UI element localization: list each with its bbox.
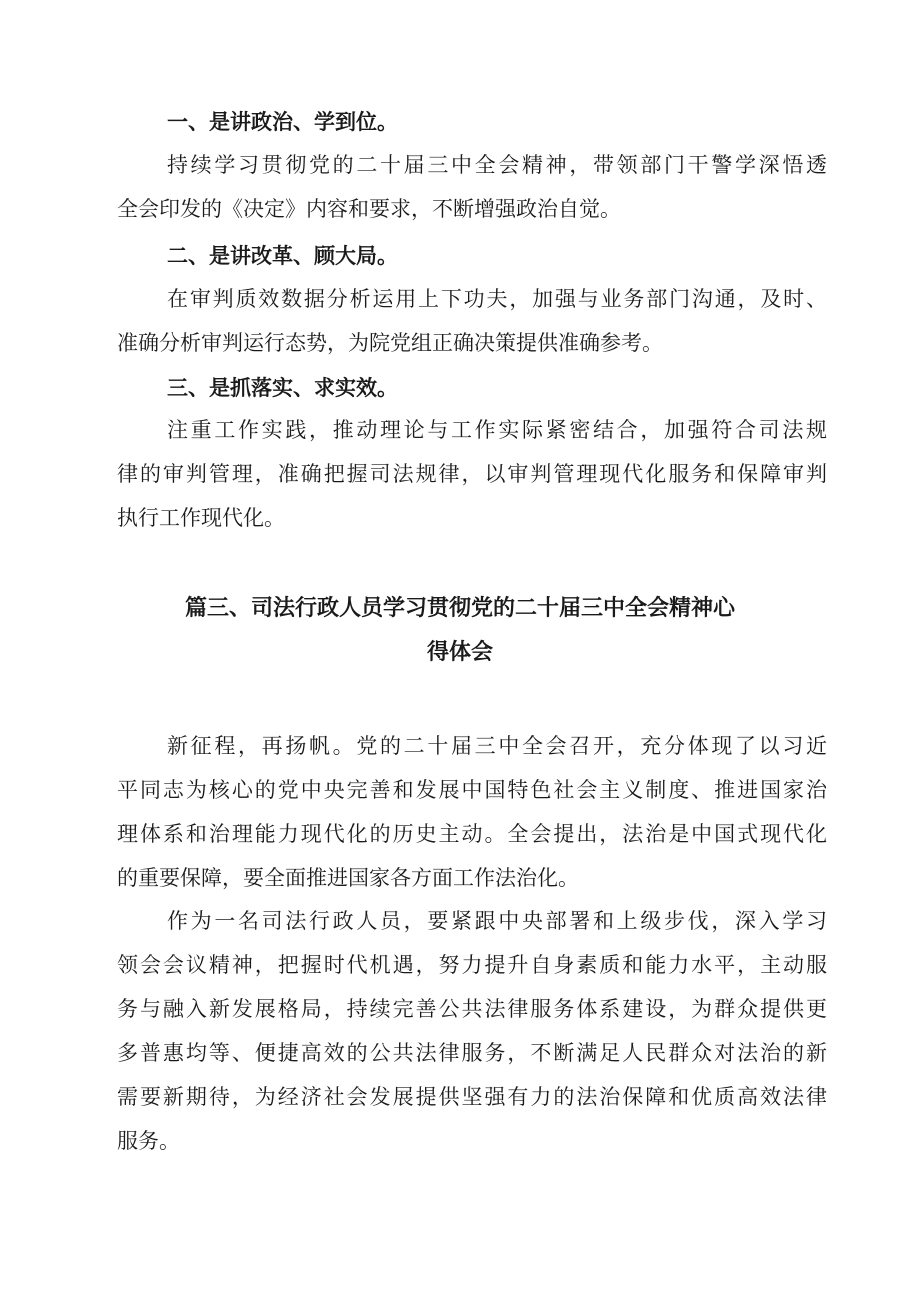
body-line: 需要新期待，为经济社会发展提供坚强有力的法治保障和优质高效法律 [117, 1085, 827, 1109]
article-paragraph-1 [117, 724, 827, 900]
body-line: 全会印发的《决定》内容和要求，不断增强政治自觉。 [117, 197, 621, 221]
section-body-2 [117, 277, 827, 365]
section-heading-3: 三、是抓落实、求实效。 [167, 376, 398, 400]
section-heading-1: 一、是讲政治、学到位。 [167, 110, 398, 134]
body-line: 理体系和治理能力现代化的历史主动。全会提出，法治是中国式现代化 [117, 822, 827, 846]
body-line: 服务。 [117, 1129, 180, 1153]
body-line: 平同志为核心的党中央完善和发展中国特色社会主义制度、推进国家治 [117, 778, 827, 802]
body-line: 新征程，再扬帆。党的二十届三中全会召开，充分体现了以习近 [167, 734, 827, 758]
body-line: 执行工作现代化。 [117, 506, 285, 530]
body-line: 务与融入新发展格局，持续完善公共法律服务体系建设，为群众提供更 [117, 997, 827, 1021]
body-line: 持续学习贯彻党的二十届三中全会精神，带领部门干警学深悟透 [167, 153, 827, 177]
body-line: 注重工作实践，推动理论与工作实际紧密结合，加强符合司法规 [167, 418, 827, 442]
section-heading-2: 二、是讲改革、顾大局。 [167, 244, 398, 268]
section-body-3 [117, 408, 827, 540]
body-line: 准确分析审判运行态势，为院党组正确决策提供准确参考。 [117, 331, 663, 355]
article-paragraph-2 [117, 899, 827, 1163]
article-title-line-2: 得体会 [426, 640, 493, 665]
section-body-1 [117, 143, 827, 231]
body-line: 律的审判管理，准确把握司法规律，以审判管理现代化服务和保障审判 [117, 462, 827, 486]
body-line: 多普惠均等、便捷高效的公共法律服务，不断满足人民群众对法治的新 [117, 1041, 827, 1065]
body-line: 作为一名司法行政人员，要紧跟中央部署和上级步伐，深入学习 [167, 909, 827, 933]
body-line: 的重要保障，要全面推进国家各方面工作法治化。 [117, 866, 579, 890]
body-line: 领会会议精神，把握时代机遇，努力提升自身素质和能力水平，主动服 [117, 953, 827, 977]
article-title-line-1: 篇三、司法行政人员学习贯彻党的二十届三中全会精神心 [184, 596, 735, 621]
body-line: 在审判质效数据分析运用上下功夫，加强与业务部门沟通，及时、 [167, 287, 827, 311]
article-title [0, 587, 920, 675]
